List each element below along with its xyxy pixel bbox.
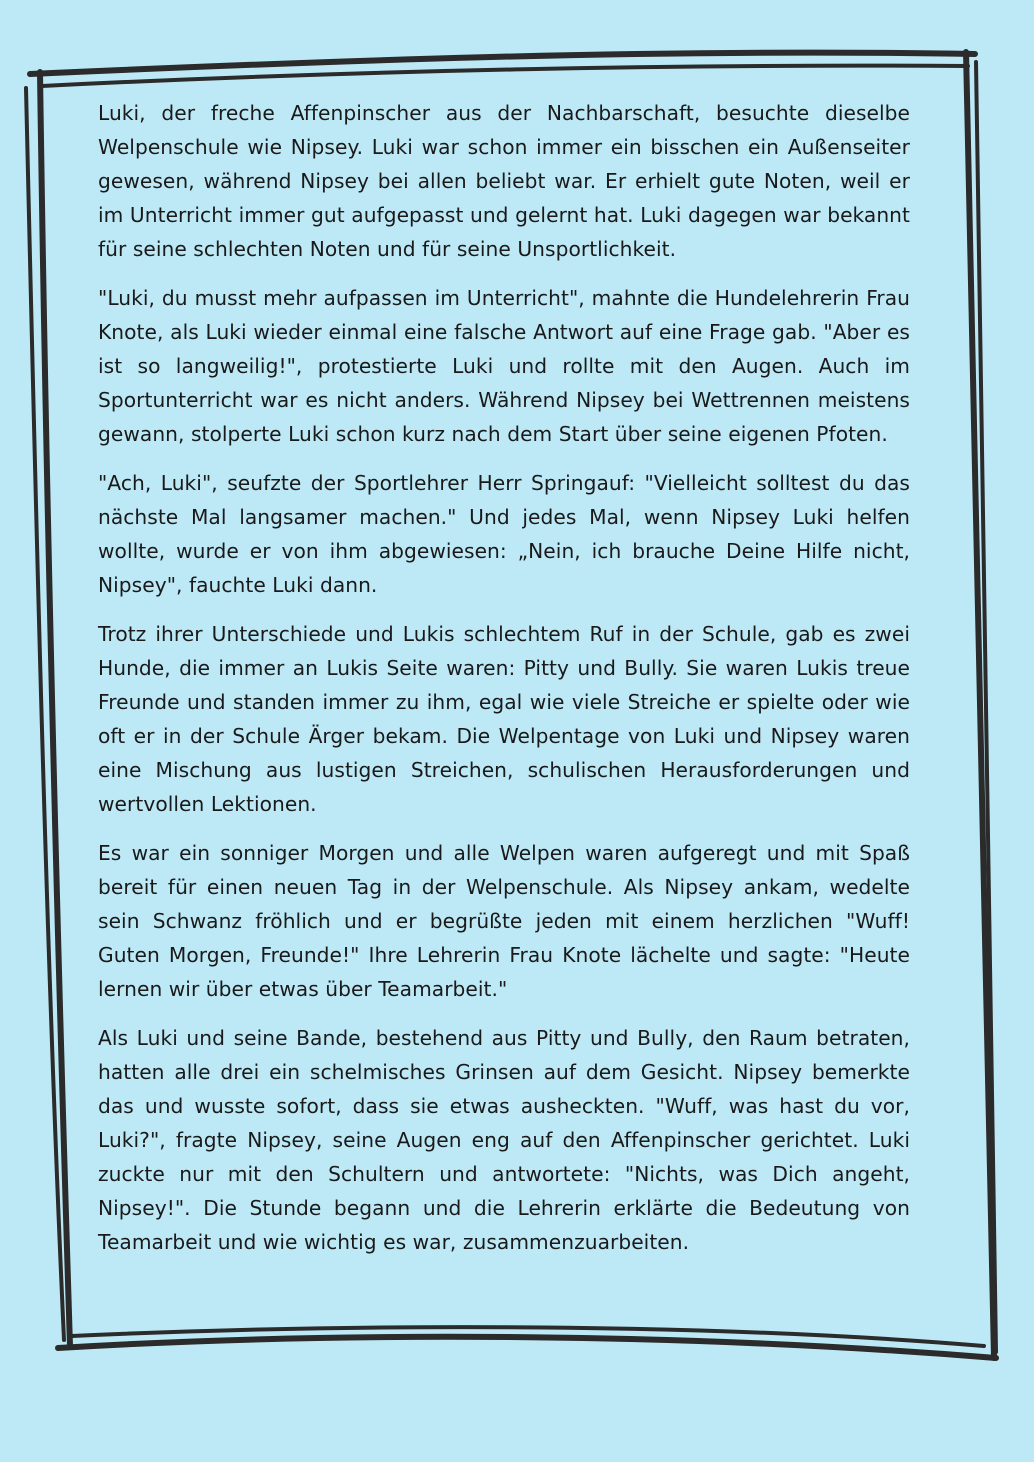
- story-paragraph-4: Trotz ihrer Unterschiede und Lukis schlechtem Ruf in der Schule, gab es zwei Hunde, die immer an Lukis Seite waren: Pitty und Bully. Sie waren Lukis treue Freunde und standen immer zu ihm, egal wie viele Streiche er spielte oder wie oft er in der Schule Ärger bekam. Die Welpentage von Luki und Nipsey waren eine Mischung aus lustigen Streichen, schulischen Herausforderungen und wertvollen Lektionen.: [98, 622, 910, 816]
- frame-stroke-right-2: [976, 62, 996, 1352]
- frame-stroke-left-2: [26, 88, 64, 1340]
- story-paragraph-5: Es war ein sonniger Morgen und alle Welpen waren aufgeregt und mit Spaß bereit für einen neuen Tag in der Welpenschule. Als Nipsey ankam, wedelte sein Schwanz fröhlich und er begrüßte jeden mit einem herzlichen "Wuff! Guten Morgen, Freunde!" Ihre Lehrerin Frau Knote lächelte und sagte: "Heute lernen wir über etwas über Teamarbeit.": [98, 841, 910, 1001]
- frame-stroke-bottom-1: [58, 1337, 996, 1358]
- story-paragraph-2: "Luki, du musst mehr aufpassen im Unterricht", mahnte die Hundelehrerin Frau Knote, als Luki wieder einmal eine falsche Antwort auf eine Frage gab. "Aber es ist so langweilig!", protestierte Luki und rollte mit den Augen. Auch im Sportunterricht war es nicht anders. Während Nipsey bei Wettrennen meistens gewann, stolperte Luki schon kurz nach dem Start über seine eigenen Pfoten.: [98, 286, 910, 446]
- story-paragraph-1: Luki, der freche Affenpinscher aus der Nachbarschaft, besuchte dieselbe Welpenschule wie Nipsey. Luki war schon immer ein bisschen ein Außenseiter gewesen, während Nipsey bei allen beliebt war. Er erhielt gute Noten, weil er im Unterricht immer gut aufgepasst und gelernt hat. Luki dagegen war bekannt für seine schlechten Noten und für seine Unsportlichkeit.: [98, 101, 910, 261]
- story-paragraph-3: "Ach, Luki", seufzte der Sportlehrer Herr Springauf: "Vielleicht solltest du das nächste Mal langsamer machen." Und jedes Mal, wenn Nipsey Luki helfen wollte, wurde er von ihm abgewiesen: „Nein, ich brauche Deine Hilfe nicht, Nipsey", fauchte Luki dann.: [98, 471, 910, 597]
- frame-stroke-right-1: [966, 52, 994, 1358]
- story-text: [98, 96, 910, 1274]
- frame-stroke-bottom-2: [72, 1327, 984, 1346]
- story-paragraph-6: Als Luki und seine Bande, bestehend aus Pitty und Bully, den Raum betraten, hatten alle drei ein schelmisches Grinsen auf dem Gesicht. Nipsey bemerkte das und wusste sofort, dass sie etwas ausheckten. "Wuff, was hast du vor, Luki?", fragte Nipsey, seine Augen eng auf den Affenpinscher gerichtet. Luki zuckte nur mit den Schultern und antwortete: "Nichts, was Dich angeht, Nipsey!". Die Stunde begann und die Lehrerin erklärte die Bedeutung von Teamarbeit und wie wichtig es war, zusammenzuarbeiten.: [98, 1026, 910, 1254]
- frame-stroke-top-2: [42, 66, 968, 86]
- frame-stroke-top-1: [30, 53, 975, 74]
- frame-stroke-left-1: [40, 72, 70, 1346]
